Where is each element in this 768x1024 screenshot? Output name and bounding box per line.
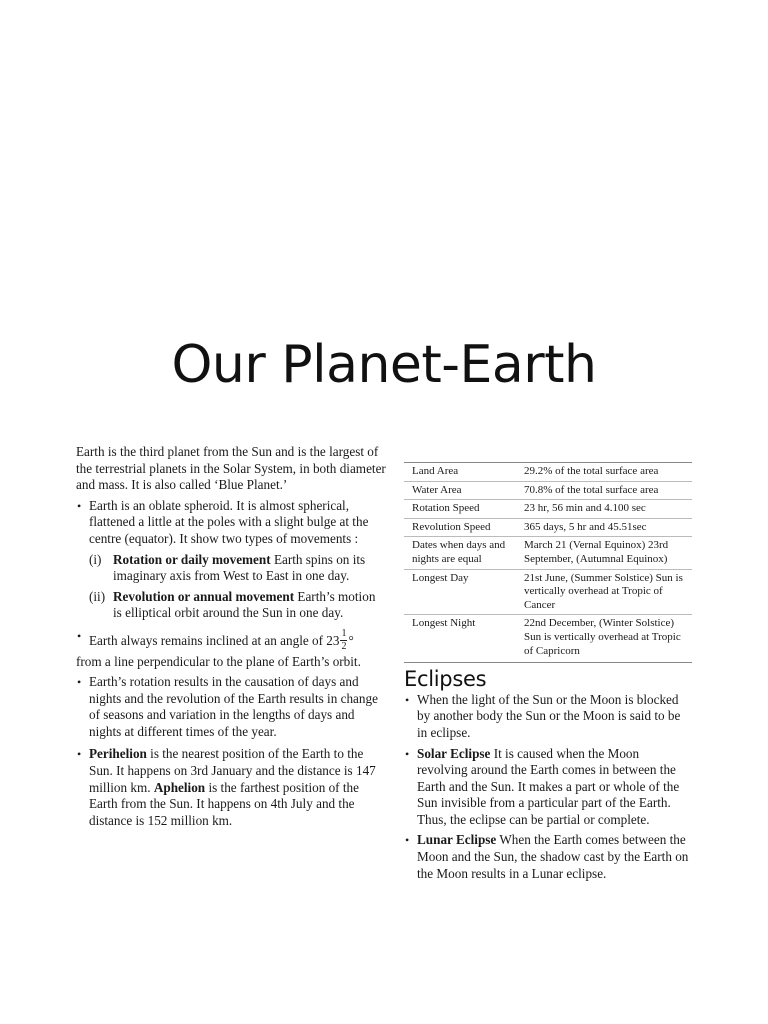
eclipses-heading: Eclipses: [404, 667, 487, 692]
page-title: Our Planet-Earth: [171, 334, 597, 395]
table-row: [404, 537, 692, 569]
row-value: 70.8% of the total surface area: [516, 481, 692, 500]
item-text: Earth’s motion is elliptical orbit around the Sun in one day.: [113, 588, 376, 621]
bullet-rotation-results: • Earth’s rotation results in the causation of days and nights and the revolution of the Earth results in change of seasons and variation in the lengths of days and nights at different times of the year.: [76, 674, 386, 740]
row-key: Water Area: [404, 481, 516, 500]
right-column: [404, 462, 692, 886]
table-row: [404, 615, 692, 663]
inclination-pre: Earth always remains inclined at an angle of 23: [89, 632, 340, 648]
term-solar-eclipse: Solar Eclipse: [417, 745, 491, 761]
row-value: March 21 (Vernal Equinox) 23rd September, (Autumnal Equinox): [516, 537, 692, 569]
table-row: [404, 500, 692, 519]
term-aphelion: Aphelion: [153, 779, 206, 795]
bullet-inclination: [76, 628, 386, 654]
earth-facts-table: [404, 462, 692, 663]
eclipses-list: [404, 692, 692, 883]
perihelion-text: is the nearest position of the Earth to the Sun. It happens on 3rd January and the distance is 147 million km.: [89, 746, 376, 795]
movement-list: [89, 552, 386, 622]
row-value: 21st June, (Summer Solstice) Sun is vertically overhead at Tropic of Cancer: [516, 569, 692, 615]
eclipse-intro: • When the light of the Sun or the Moon is blocked by another body the Sun or the Moon is said to be in eclipse.: [404, 692, 692, 742]
table-row: [404, 481, 692, 500]
left-bullet-list: [76, 498, 386, 655]
term-perihelion: Perihelion: [89, 746, 147, 762]
bullet-oblate-spheroid: [76, 498, 386, 622]
lunar-eclipse-item: [404, 832, 692, 882]
left-bullet-list-2: [76, 674, 386, 829]
row-value: 29.2% of the total surface area: [516, 463, 692, 482]
row-key: Longest Day: [404, 569, 516, 615]
table-row: [404, 518, 692, 537]
movement-item-revolution: [89, 589, 386, 622]
table-row: [404, 569, 692, 615]
bullet-perihelion: [76, 746, 386, 829]
term-lunar-eclipse: Lunar Eclipse: [417, 832, 497, 848]
intro-paragraph: Earth is the third planet from the Sun and is the largest of the terrestrial planets in the Solar System, in both diameter and mass. It is also called ‘Blue Planet.’: [76, 444, 386, 493]
term-revolution: Revolution or annual movement: [113, 588, 295, 604]
lunar-eclipse-text: When the Earth comes between the Moon and the Sun, the shadow cast by the Earth on the Moon results in a Lunar eclipse.: [417, 832, 689, 881]
row-key: Rotation Speed: [404, 500, 516, 519]
row-key: Revolution Speed: [404, 518, 516, 537]
row-value: 22nd December, (Winter Solstice) Sun is vertically overhead at Tropic of Capricorn: [524, 617, 681, 657]
table-row: [404, 463, 692, 482]
inclination-line: [89, 628, 386, 654]
aphelion-text: is the farthest position of the Earth from the Sun. It happens on 4th July and the distance is 152 million km.: [89, 779, 359, 828]
item-number: (ii): [89, 588, 106, 604]
row-value: 23 hr, 56 min and 4.100 sec: [516, 500, 692, 519]
term-rotation: Rotation or daily movement: [113, 551, 271, 567]
fraction-half: [340, 628, 347, 653]
fraction-numerator: 1: [341, 628, 347, 640]
inclination-post: from a line perpendicular to the plane of Earth’s orbit.: [76, 654, 361, 670]
row-value: 365 days, 5 hr and 45.51sec: [516, 518, 692, 537]
solar-eclipse-text: It is caused when the Moon revolving around the Earth comes in between the Earth and the Sun. It makes a part or whole of the Sun invisible from a particular part of the Earth. Thus, the eclipse can be partial or complete.: [417, 745, 680, 827]
item-text: Earth spins on its imaginary axis from West to East in one day.: [113, 551, 366, 584]
solar-eclipse-item: [404, 746, 692, 829]
degree-symbol: °: [348, 632, 354, 648]
row-key: Dates when days and nights are equal: [404, 537, 516, 569]
item-number: (i): [89, 551, 102, 567]
row-key: Longest Night: [412, 617, 476, 630]
bullet-text: Earth is an oblate spheroid. It is almost spherical, flattened a little at the poles with a slight bulge at the centre (equator). It show two types of movements :: [89, 497, 369, 546]
fraction-denominator: 2: [341, 641, 347, 653]
left-column: [76, 444, 386, 832]
row-key: Land Area: [404, 463, 516, 482]
movement-item-rotation: [89, 552, 386, 585]
